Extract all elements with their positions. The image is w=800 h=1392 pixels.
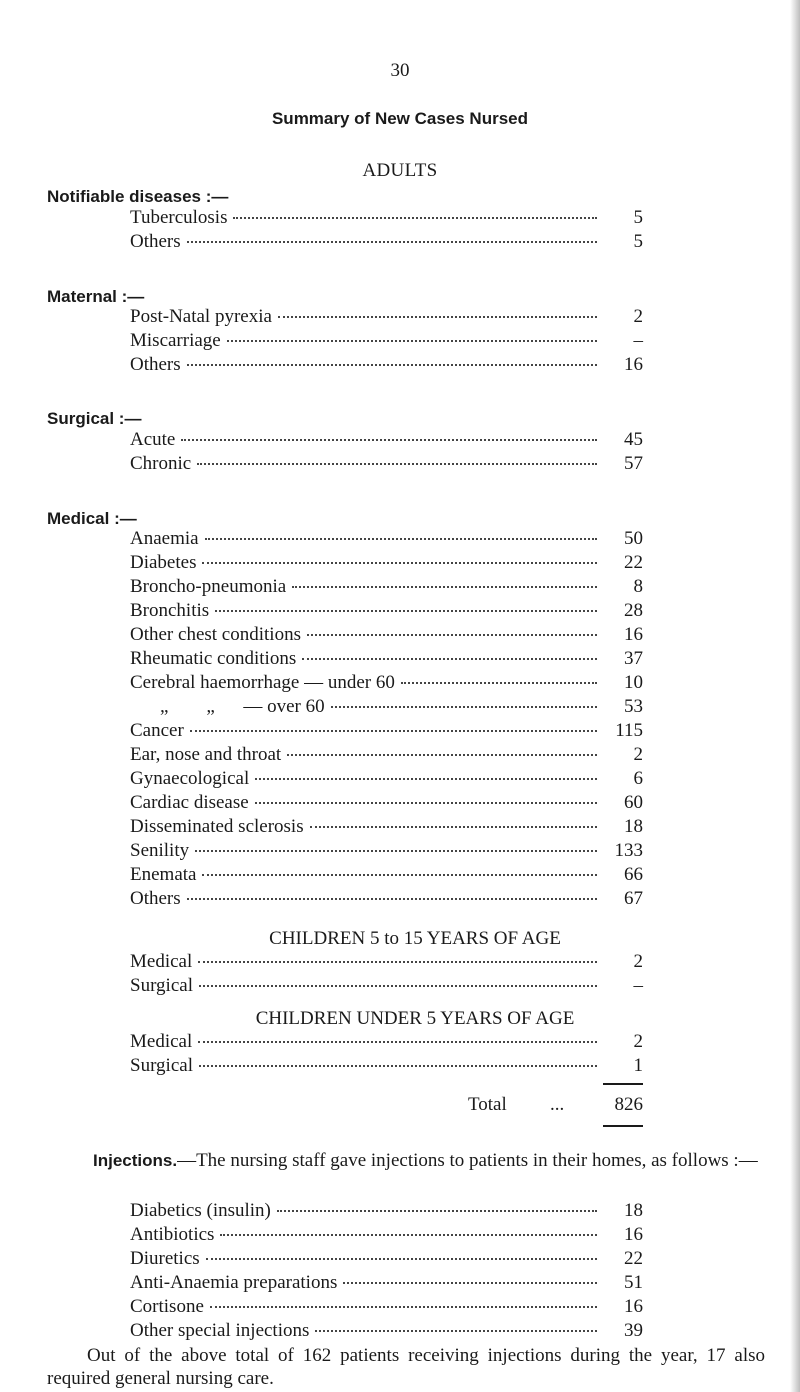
leader-dots — [205, 538, 597, 540]
leader-dots — [202, 562, 597, 564]
injections-lead: Injections. — [93, 1151, 178, 1170]
row-value: 53 — [624, 696, 643, 717]
leader-dots — [199, 1065, 597, 1067]
row-label: Anaemia — [130, 528, 199, 549]
maternal-heading: Maternal :— — [47, 287, 145, 306]
injections-paragraph — [47, 1149, 765, 1172]
table-row — [130, 792, 643, 816]
row-label: Cardiac disease — [130, 792, 249, 813]
row-value: 6 — [633, 768, 643, 789]
table-row — [130, 528, 643, 552]
medical-heading: Medical :— — [47, 509, 137, 528]
row-label: Chronic — [130, 453, 192, 474]
table-row — [130, 600, 643, 624]
leader-dots — [331, 706, 597, 708]
leader-dots — [233, 217, 597, 219]
row-value: 37 — [624, 648, 643, 669]
leader-dots — [315, 1330, 597, 1332]
table-row — [130, 840, 643, 864]
leader-dots — [227, 340, 597, 342]
table-row — [130, 429, 643, 453]
row-value: 16 — [624, 1296, 643, 1317]
leader-dots — [220, 1234, 597, 1236]
row-label: Broncho-pneumonia — [130, 576, 287, 597]
row-label: Senility — [130, 840, 190, 861]
leader-dots — [199, 985, 597, 987]
row-value: 51 — [624, 1272, 643, 1293]
table-row — [130, 1320, 643, 1344]
leader-dots — [195, 850, 597, 852]
table-row — [130, 816, 643, 840]
surgical-heading: Surgical :— — [47, 409, 142, 428]
leader-dots — [302, 658, 597, 660]
adults-heading: ADULTS — [362, 160, 438, 181]
leader-dots — [198, 1041, 597, 1043]
row-value: 2 — [633, 951, 643, 972]
table-row — [130, 1296, 643, 1320]
notifiable-heading: Notifiable diseases :— — [47, 187, 229, 206]
row-value: 115 — [615, 720, 643, 741]
row-value: 2 — [633, 1031, 643, 1052]
row-value: 22 — [624, 552, 643, 573]
table-row — [130, 576, 643, 600]
table-row — [130, 951, 643, 975]
children-5-15-heading: CHILDREN 5 to 15 YEARS OF AGE — [269, 928, 561, 949]
page-edge-shadow — [790, 0, 800, 1392]
table-row — [130, 1272, 643, 1296]
table-row — [130, 207, 643, 231]
table-row — [130, 1248, 643, 1272]
page-number: 30 — [390, 60, 410, 81]
table-row — [130, 648, 643, 672]
leader-dots — [215, 610, 597, 612]
total-rule-bottom — [603, 1125, 643, 1127]
leader-dots — [181, 439, 597, 441]
row-label: Diabetics (insulin) — [130, 1200, 271, 1221]
row-value: 1 — [633, 1055, 643, 1076]
leader-dots — [197, 463, 597, 465]
table-row — [130, 552, 643, 576]
row-label: Antibiotics — [130, 1224, 215, 1245]
row-value: 18 — [624, 816, 643, 837]
row-label: Post-Natal pyrexia — [130, 306, 272, 327]
row-label: Surgical — [130, 1055, 193, 1076]
row-value: 50 — [624, 528, 643, 549]
leader-dots — [278, 316, 597, 318]
row-value: 18 — [624, 1200, 643, 1221]
table-row — [130, 1224, 643, 1248]
total-value: 826 — [614, 1094, 643, 1115]
row-value: 10 — [624, 672, 643, 693]
row-label: Others — [130, 231, 181, 252]
row-label: Rheumatic conditions — [130, 648, 297, 669]
leader-dots — [187, 364, 597, 366]
row-label: Others — [130, 888, 181, 909]
leader-dots — [210, 1306, 597, 1308]
row-label: Gynaecological — [130, 768, 250, 789]
row-label: „ „ — over 60 — [160, 696, 325, 717]
row-value: 57 — [624, 453, 643, 474]
leader-dots — [255, 802, 597, 804]
leader-dots — [255, 778, 597, 780]
row-label: Diuretics — [130, 1248, 200, 1269]
row-value: 5 — [633, 231, 643, 252]
row-label: Medical — [130, 1031, 193, 1052]
row-label: Acute — [130, 429, 176, 450]
row-label: Cortisone — [130, 1296, 204, 1317]
row-value: 67 — [624, 888, 643, 909]
table-row — [130, 672, 643, 696]
table-row — [130, 696, 643, 720]
closing-paragraph: Out of the above total of 162 patients receiving injections during the year, 17 also required general nursing care. — [47, 1345, 765, 1389]
row-label: Others — [130, 354, 181, 375]
leader-dots — [287, 754, 597, 756]
leader-dots — [187, 241, 597, 243]
row-value: 16 — [624, 624, 643, 645]
row-label: Surgical — [130, 975, 193, 996]
row-label: Bronchitis — [130, 600, 210, 621]
row-label: Anti-Anaemia preparations — [130, 1272, 338, 1293]
row-value: 133 — [614, 840, 643, 861]
leader-dots — [310, 826, 597, 828]
table-row — [130, 720, 643, 744]
row-value: – — [633, 330, 643, 351]
leader-dots — [202, 874, 597, 876]
row-label: Medical — [130, 951, 193, 972]
row-label: Other special injections — [130, 1320, 310, 1341]
leader-dots — [277, 1210, 597, 1212]
row-label: Ear, nose and throat — [130, 744, 282, 765]
table-row — [130, 1055, 643, 1079]
table-row — [130, 1031, 643, 1055]
injections-text: —The nursing staff gave injections to patients in their homes, as follows :— — [177, 1150, 758, 1171]
children-under-5-heading: CHILDREN UNDER 5 YEARS OF AGE — [255, 1008, 575, 1029]
row-value: 45 — [624, 429, 643, 450]
table-row — [130, 888, 643, 912]
page-title: Summary of New Cases Nursed — [271, 109, 529, 128]
row-value: 60 — [624, 792, 643, 813]
row-value: 2 — [633, 306, 643, 327]
row-value: 66 — [624, 864, 643, 885]
row-label: Diabetes — [130, 552, 197, 573]
row-label: Cerebral haemorrhage — under 60 — [130, 672, 395, 693]
table-row — [130, 1200, 643, 1224]
table-row — [130, 354, 643, 378]
row-value: 8 — [633, 576, 643, 597]
row-label: Other chest conditions — [130, 624, 301, 645]
table-row — [130, 864, 643, 888]
row-label: Tuberculosis — [130, 207, 228, 228]
row-value: 22 — [624, 1248, 643, 1269]
leader-dots — [292, 586, 597, 588]
row-label: Miscarriage — [130, 330, 221, 351]
table-row — [130, 306, 643, 330]
table-row — [130, 744, 643, 768]
table-row — [130, 975, 643, 999]
leader-dots — [198, 961, 597, 963]
row-value: 16 — [624, 1224, 643, 1245]
row-value: 39 — [624, 1320, 643, 1341]
leader-dots — [401, 682, 597, 684]
row-value: 5 — [633, 207, 643, 228]
table-row — [130, 453, 643, 477]
leader-dots — [343, 1282, 597, 1284]
row-value: 2 — [633, 744, 643, 765]
table-row — [130, 624, 643, 648]
leader-dots — [187, 898, 597, 900]
row-value: 28 — [624, 600, 643, 621]
row-value: – — [633, 975, 643, 996]
row-value: 16 — [624, 354, 643, 375]
total-rule-top — [603, 1083, 643, 1085]
leader-dots — [307, 634, 597, 636]
leader-dots — [190, 730, 597, 732]
table-row — [130, 768, 643, 792]
row-label: Enemata — [130, 864, 197, 885]
table-row — [130, 231, 643, 255]
leader-dots — [206, 1258, 597, 1260]
table-row — [130, 330, 643, 354]
total-dots: ... — [550, 1094, 565, 1115]
total-label: Total — [468, 1094, 507, 1115]
row-label: Cancer — [130, 720, 184, 741]
row-label: Disseminated sclerosis — [130, 816, 304, 837]
